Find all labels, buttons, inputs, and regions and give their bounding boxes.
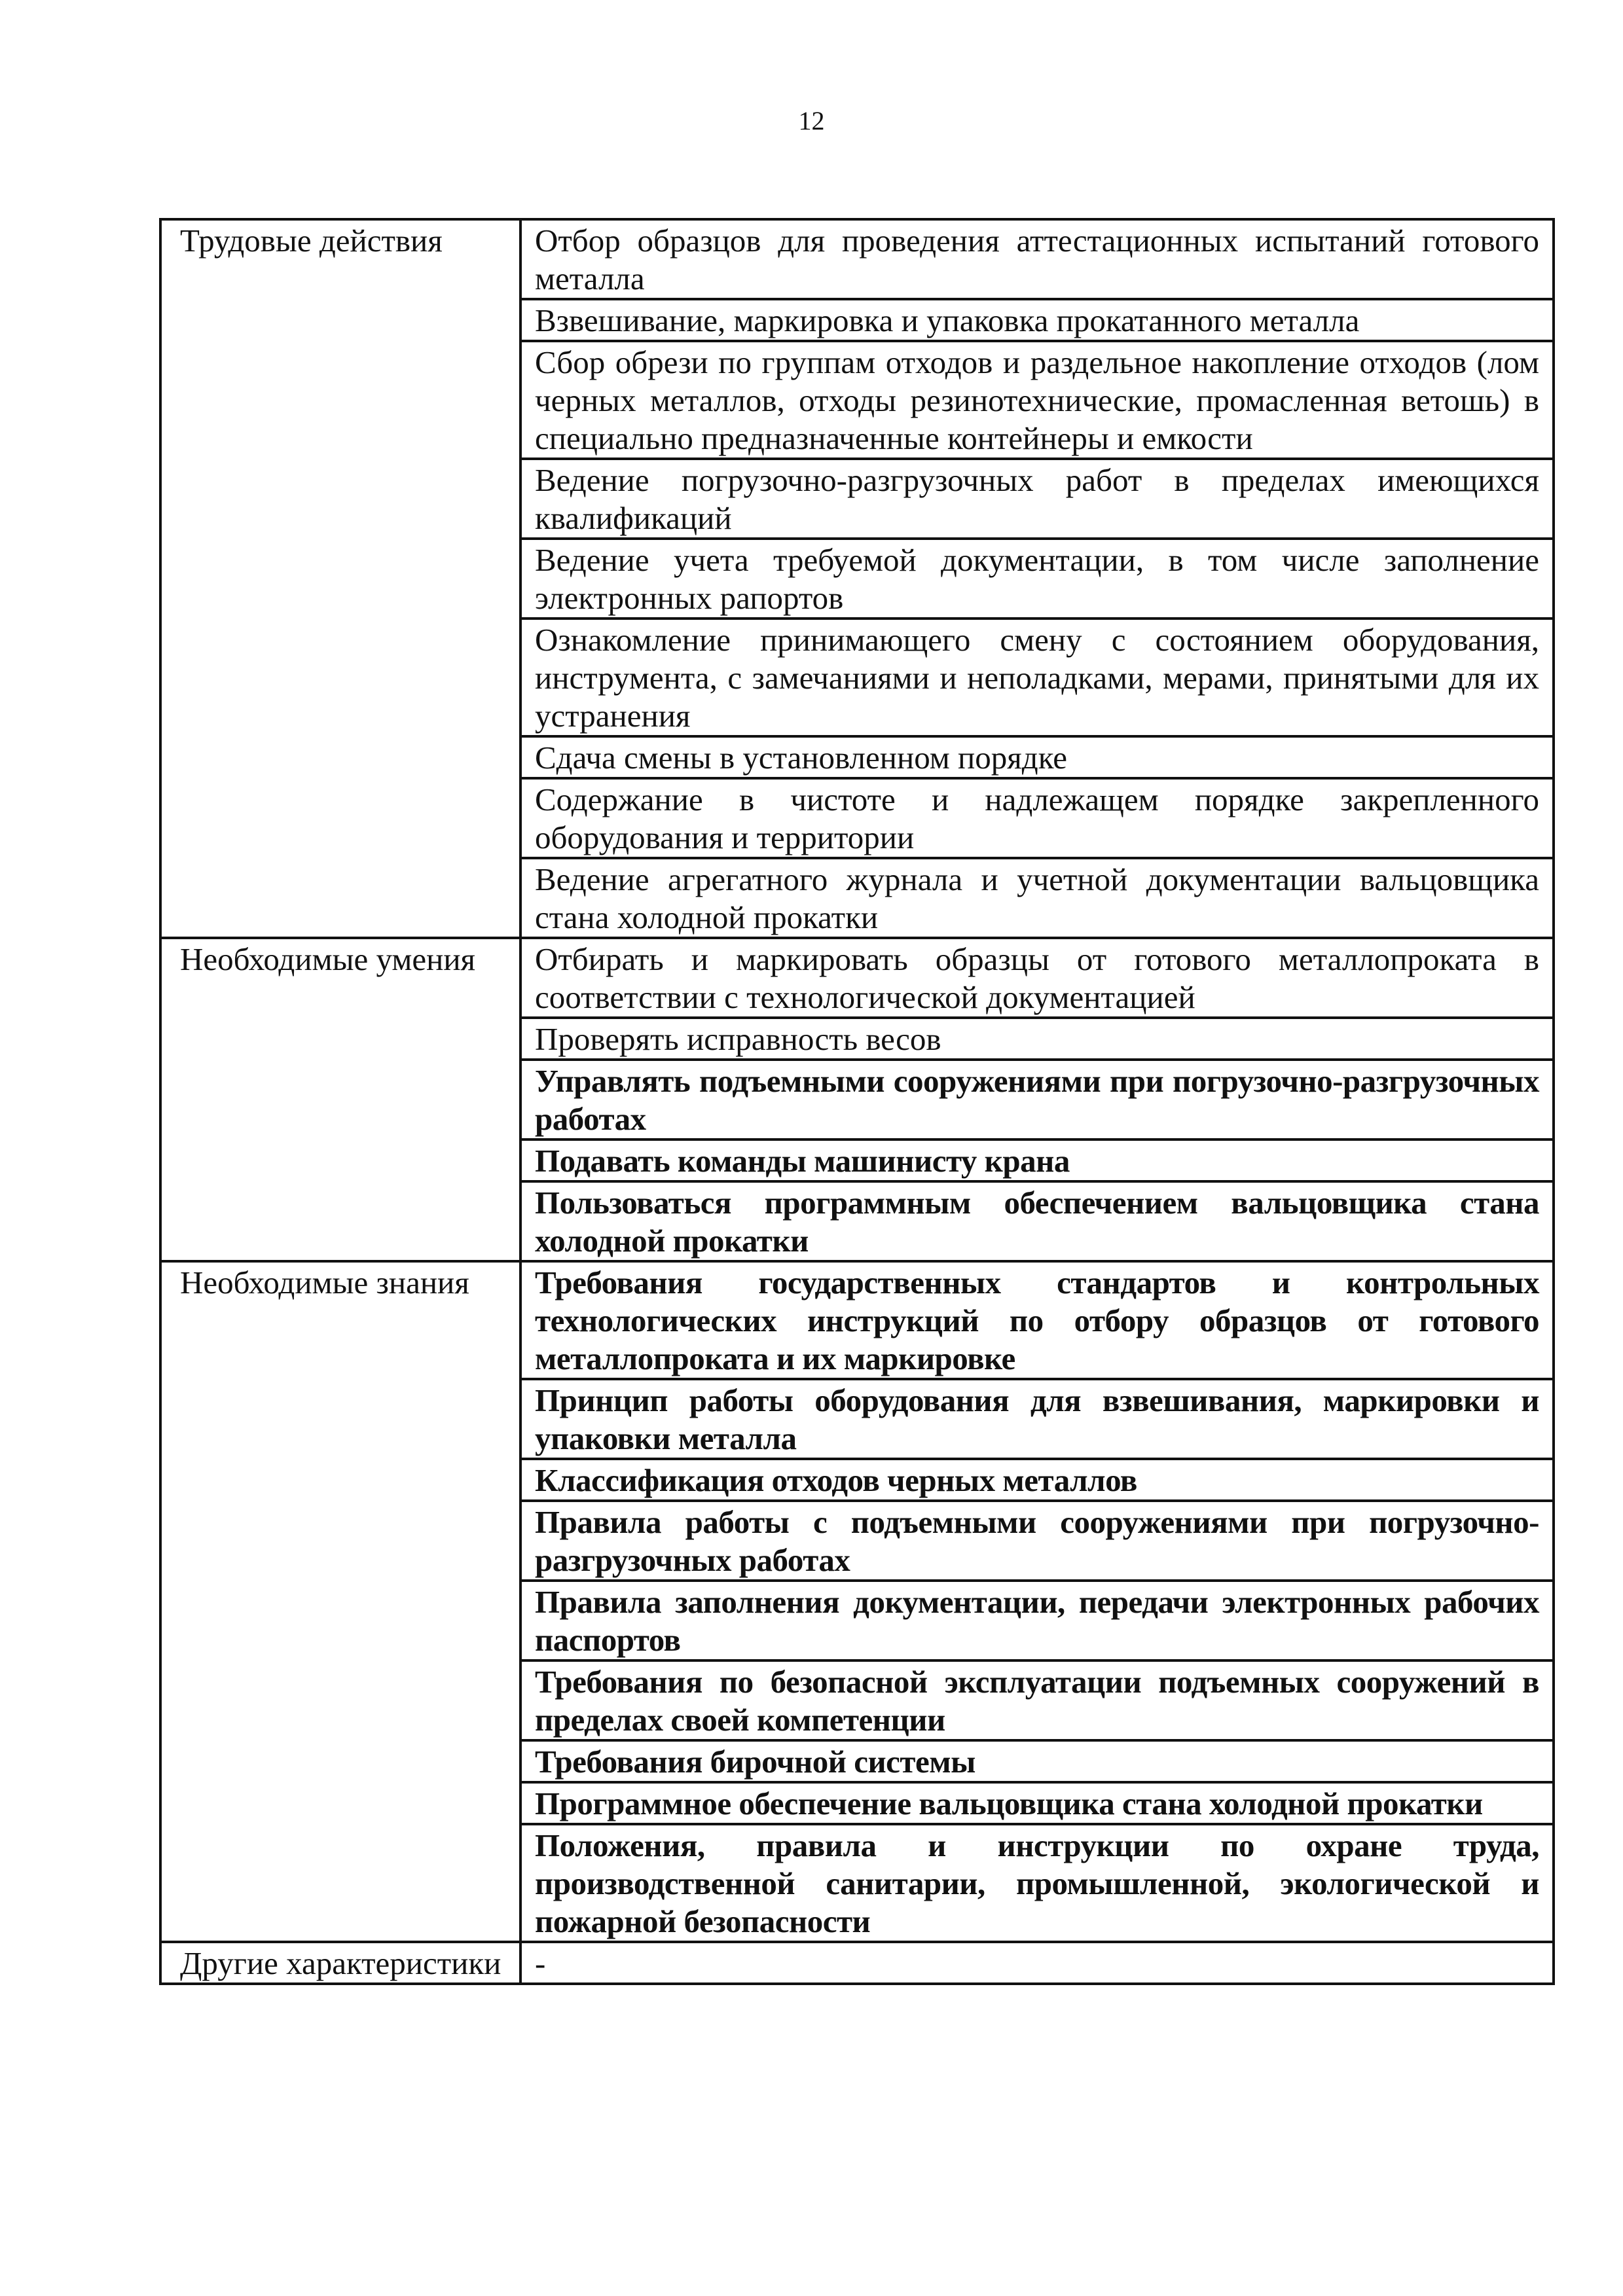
- labor-action-item: Отбор образцов для проведения аттестационных испытаний готового металла: [520, 219, 1554, 299]
- row-label-labor-actions: Трудовые действия: [160, 219, 520, 938]
- table-row: [160, 219, 1554, 299]
- table-row: [160, 938, 1554, 1018]
- job-functions-table: [159, 218, 1555, 1985]
- labor-action-item: Взвешивание, маркировка и упаковка прокатанного металла: [520, 299, 1554, 341]
- other-characteristics-value: -: [520, 1942, 1554, 1984]
- row-label-required-skills: Необходимые умения: [160, 938, 520, 1261]
- knowledge-item: Принцип работы оборудования для взвешивания, маркировки и упаковки металла: [520, 1379, 1554, 1459]
- labor-action-item: Ведение учета требуемой документации, в том числе заполнение электронных рапортов: [520, 539, 1554, 619]
- labor-action-item: Сдача смены в установленном порядке: [520, 736, 1554, 778]
- knowledge-item: Требования бирочной системы: [520, 1740, 1554, 1782]
- labor-action-item: Ведение погрузочно-разгрузочных работ в пределах имеющихся квалификаций: [520, 459, 1554, 539]
- table-row: [160, 1942, 1554, 1984]
- skill-item: Пользоваться программным обеспечением вальцовщика стана холодной прокатки: [520, 1181, 1554, 1261]
- row-label-other-characteristics: Другие характеристики: [160, 1942, 520, 1984]
- labor-action-item: Ознакомление принимающего смену с состоянием оборудования, инструмента, с замечаниями и неполадками, мерами, принятыми для их устранения: [520, 619, 1554, 736]
- skill-item: Управлять подъемными сооружениями при погрузочно-разгрузочных работах: [520, 1060, 1554, 1139]
- row-label-required-knowledge: Необходимые знания: [160, 1261, 520, 1942]
- skill-item: Подавать команды машинисту крана: [520, 1139, 1554, 1181]
- knowledge-item: Правила заполнения документации, передачи электронных рабочих паспортов: [520, 1581, 1554, 1660]
- knowledge-item: Положения, правила и инструкции по охране труда, производственной санитарии, промышленной, экологической и пожарной безопасности: [520, 1824, 1554, 1942]
- knowledge-item: Программное обеспечение вальцовщика стана холодной прокатки: [520, 1782, 1554, 1824]
- knowledge-item: Требования по безопасной эксплуатации подъемных сооружений в пределах своей компетенции: [520, 1660, 1554, 1740]
- labor-action-item: Ведение агрегатного журнала и учетной документации вальцовщика стана холодной прокатки: [520, 858, 1554, 938]
- skill-item: Проверять исправность весов: [520, 1018, 1554, 1060]
- knowledge-item: Классификация отходов черных металлов: [520, 1459, 1554, 1501]
- labor-action-item: Сбор обрези по группам отходов и раздельное накопление отходов (лом черных металлов, отходы резинотехнические, промасленная ветошь) в специально предназначенные контейнеры и емкости: [520, 341, 1554, 459]
- skill-item: Отбирать и маркировать образцы от готового металлопроката в соответствии с технологической документацией: [520, 938, 1554, 1018]
- knowledge-item: Правила работы с подъемными сооружениями при погрузочно-разгрузочных работах: [520, 1501, 1554, 1581]
- knowledge-item: Требования государственных стандартов и контрольных технологических инструкций по отбору образцов от готового металлопроката и их маркировке: [520, 1261, 1554, 1379]
- table-row: [160, 1261, 1554, 1379]
- page-number: 12: [798, 106, 825, 135]
- labor-action-item: Содержание в чистоте и надлежащем порядке закрепленного оборудования и территории: [520, 778, 1554, 858]
